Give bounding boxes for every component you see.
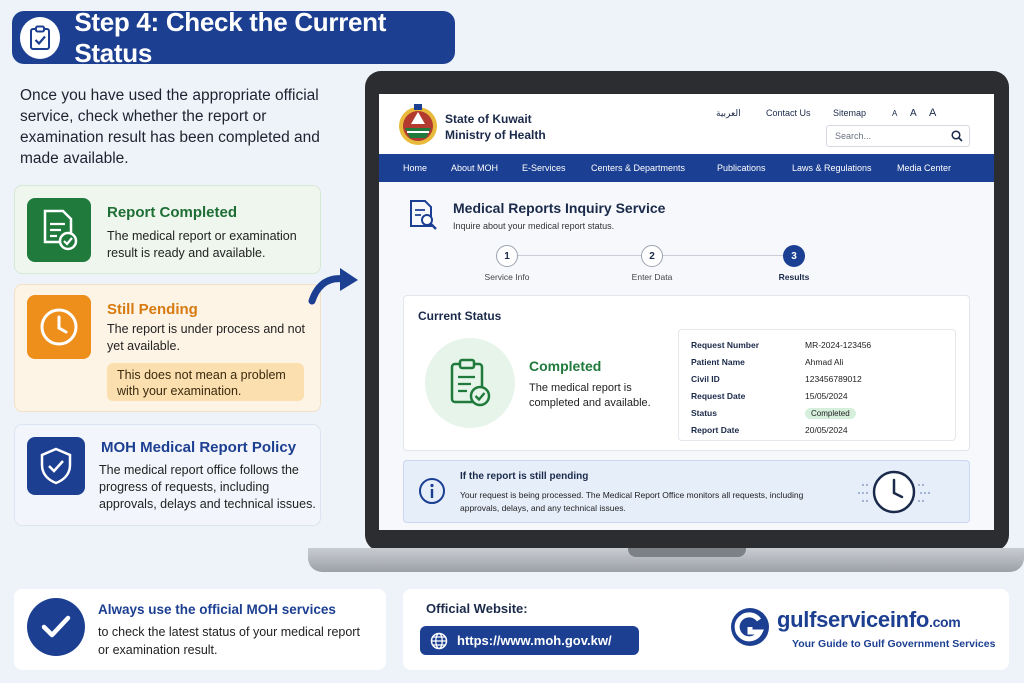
kuwait-emblem-icon: [397, 102, 439, 148]
search-icon[interactable]: [951, 130, 963, 144]
main-nav: [379, 154, 994, 182]
nav-item-eservices[interactable]: E-Services: [522, 163, 566, 173]
pending-info-text: Your request is being processed. The Medical Report Office monitors all requests, including approvals, delays, and any technical issues.: [460, 490, 804, 513]
report-completed-card: [14, 185, 321, 274]
current-status-card: [403, 295, 970, 451]
clipboard-check-icon: [20, 17, 60, 59]
website-link-button[interactable]: [420, 626, 639, 655]
clock-icon: [854, 465, 934, 524]
nav-item-publications[interactable]: Publications: [717, 163, 766, 173]
nav-item-laws[interactable]: Laws & Regulations: [792, 163, 872, 173]
status-badge: Completed: [805, 408, 856, 419]
step-1-label: Service Info: [484, 272, 530, 282]
website-url: https://www.moh.gov.kw/: [457, 633, 612, 648]
card-title: Still Pending: [107, 301, 198, 318]
brand-name: gulfserviceinfo.com: [777, 607, 961, 632]
step-1-circle: 1: [496, 245, 518, 267]
checkmark-icon: [27, 598, 85, 656]
request-details: Request Number MR-2024-123456 Patient Name Ahmad Ali Civil ID 123456789012 Request Date 15/05/2024 Status Completed Report Date 20/05/2024: [678, 329, 956, 441]
curved-arrow-icon: [308, 265, 360, 310]
font-size-small-button[interactable]: A: [892, 109, 898, 118]
nav-item-about[interactable]: About MOH: [451, 163, 499, 173]
document-search-icon: [407, 198, 439, 237]
website-label: Official Website:: [426, 601, 528, 616]
shield-check-icon: [27, 437, 85, 495]
info-icon: [418, 477, 446, 510]
step-3-circle: 3: [783, 245, 805, 267]
document-check-icon: [27, 198, 91, 262]
official-website-panel: [403, 589, 1009, 670]
card-title: Report Completed: [107, 204, 238, 221]
laptop-notch: [628, 548, 746, 557]
service-subtitle: Inquire about your medical report status.: [453, 221, 615, 231]
status-description: The medical report is completed and available.: [529, 382, 651, 409]
search-input[interactable]: Search...: [826, 125, 970, 147]
pending-note: This does not mean a problem with your examination.: [107, 363, 304, 401]
clipboard-check-icon: [425, 338, 515, 428]
advice-title: Always use the official MOH services: [98, 602, 336, 617]
nav-item-centers[interactable]: Centers & Departments: [591, 163, 686, 173]
organization-name: State of Kuwait Ministry of Health: [445, 112, 546, 142]
still-pending-card: [14, 284, 321, 412]
nav-item-media[interactable]: Media Center: [897, 163, 952, 173]
status-state: Completed: [529, 358, 602, 374]
card-text: The report is under process and not yet available.: [107, 322, 306, 353]
arabic-link[interactable]: العربية: [716, 108, 741, 118]
pending-info-title: If the report is still pending: [460, 471, 589, 482]
service-title: Medical Reports Inquiry Service: [453, 200, 666, 216]
clock-icon: [27, 295, 91, 359]
step-2-circle: 2: [641, 245, 663, 267]
official-services-banner: [14, 589, 386, 670]
font-size-large-button[interactable]: A: [929, 107, 937, 119]
card-title: MOH Medical Report Policy: [101, 439, 297, 456]
policy-card: [14, 424, 321, 526]
step-2-label: Enter Data: [631, 272, 673, 282]
card-text: The medical report office follows the progress of requests, including approvals, delays and technical issues.: [99, 463, 316, 511]
page-title: Step 4: Check the Current Status: [74, 6, 387, 68]
gulfserviceinfo-logo-icon: [729, 606, 771, 653]
brand-tagline: Your Guide to Gulf Government Services: [792, 638, 996, 650]
card-text: The medical report or examination result is ready and available.: [107, 229, 297, 260]
pending-info-box: [403, 460, 970, 523]
intro-text: Once you have used the appropriate official service, check whether the report or examination result has been completed and made available.: [20, 87, 320, 167]
step-header: [12, 6, 455, 68]
sitemap-link[interactable]: Sitemap: [833, 108, 867, 118]
laptop-screen: [379, 94, 994, 530]
moh-site-header: [379, 94, 994, 154]
globe-icon: [430, 632, 448, 650]
contact-us-link[interactable]: Contact Us: [766, 108, 811, 118]
font-size-medium-button[interactable]: A: [910, 108, 917, 119]
step-3-label: Results: [778, 272, 810, 282]
advice-text: to check the latest status of your medical report or examination result.: [98, 625, 360, 657]
nav-item-home[interactable]: Home: [403, 163, 428, 173]
status-card-title: Current Status: [418, 309, 502, 323]
